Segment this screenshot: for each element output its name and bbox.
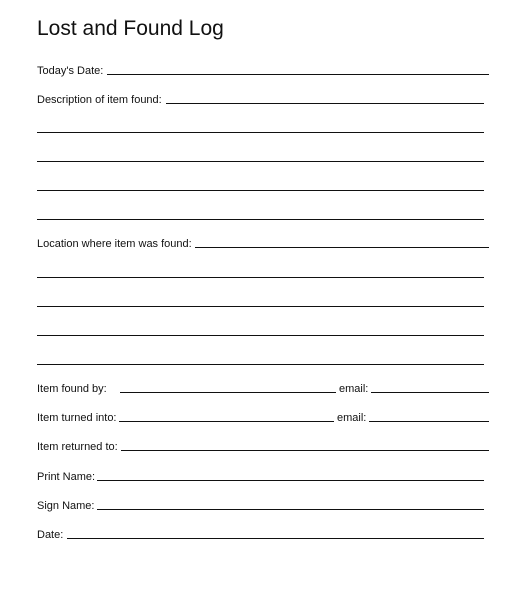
found-by-email-line[interactable] <box>371 392 489 393</box>
location-line-5[interactable] <box>37 364 484 365</box>
todays-date-row <box>37 64 489 78</box>
print-name-line[interactable] <box>97 480 484 481</box>
sign-name-label: Sign Name: <box>37 500 95 512</box>
found-by-line[interactable] <box>120 392 336 393</box>
date-line[interactable] <box>67 538 484 539</box>
location-label: Location where item was found: <box>37 238 192 250</box>
print-name-row <box>37 470 484 484</box>
returned-to-row <box>37 440 489 454</box>
location-line-4[interactable] <box>37 335 484 336</box>
description-line-4[interactable] <box>37 190 484 191</box>
description-line-3[interactable] <box>37 161 484 162</box>
turned-into-line[interactable] <box>119 421 334 422</box>
todays-date-line[interactable] <box>107 74 489 75</box>
turned-into-label: Item turned into: <box>37 412 117 424</box>
found-by-row <box>37 382 489 396</box>
sign-name-line[interactable] <box>97 509 484 510</box>
returned-to-label: Item returned to: <box>37 441 118 453</box>
description-line-5[interactable] <box>37 219 484 220</box>
turned-into-email-line[interactable] <box>369 421 489 422</box>
turned-into-email-label: email: <box>337 412 367 424</box>
location-line-2[interactable] <box>37 277 484 278</box>
description-line[interactable] <box>166 103 484 104</box>
returned-to-line[interactable] <box>121 450 489 451</box>
form-title: Lost and Found Log <box>37 17 224 40</box>
todays-date-label: Today's Date: <box>37 65 104 77</box>
found-by-email-label: email: <box>339 383 369 395</box>
location-row <box>37 237 489 251</box>
date-row <box>37 528 484 542</box>
description-label: Description of item found: <box>37 94 162 106</box>
found-by-label: Item found by: <box>37 383 107 395</box>
print-name-label: Print Name: <box>37 471 96 483</box>
date-label: Date: <box>37 529 64 541</box>
description-row <box>37 93 484 107</box>
sign-name-row <box>37 499 484 513</box>
location-line[interactable] <box>195 247 489 248</box>
description-line-2[interactable] <box>37 132 484 133</box>
turned-into-row <box>37 411 489 425</box>
location-line-3[interactable] <box>37 306 484 307</box>
